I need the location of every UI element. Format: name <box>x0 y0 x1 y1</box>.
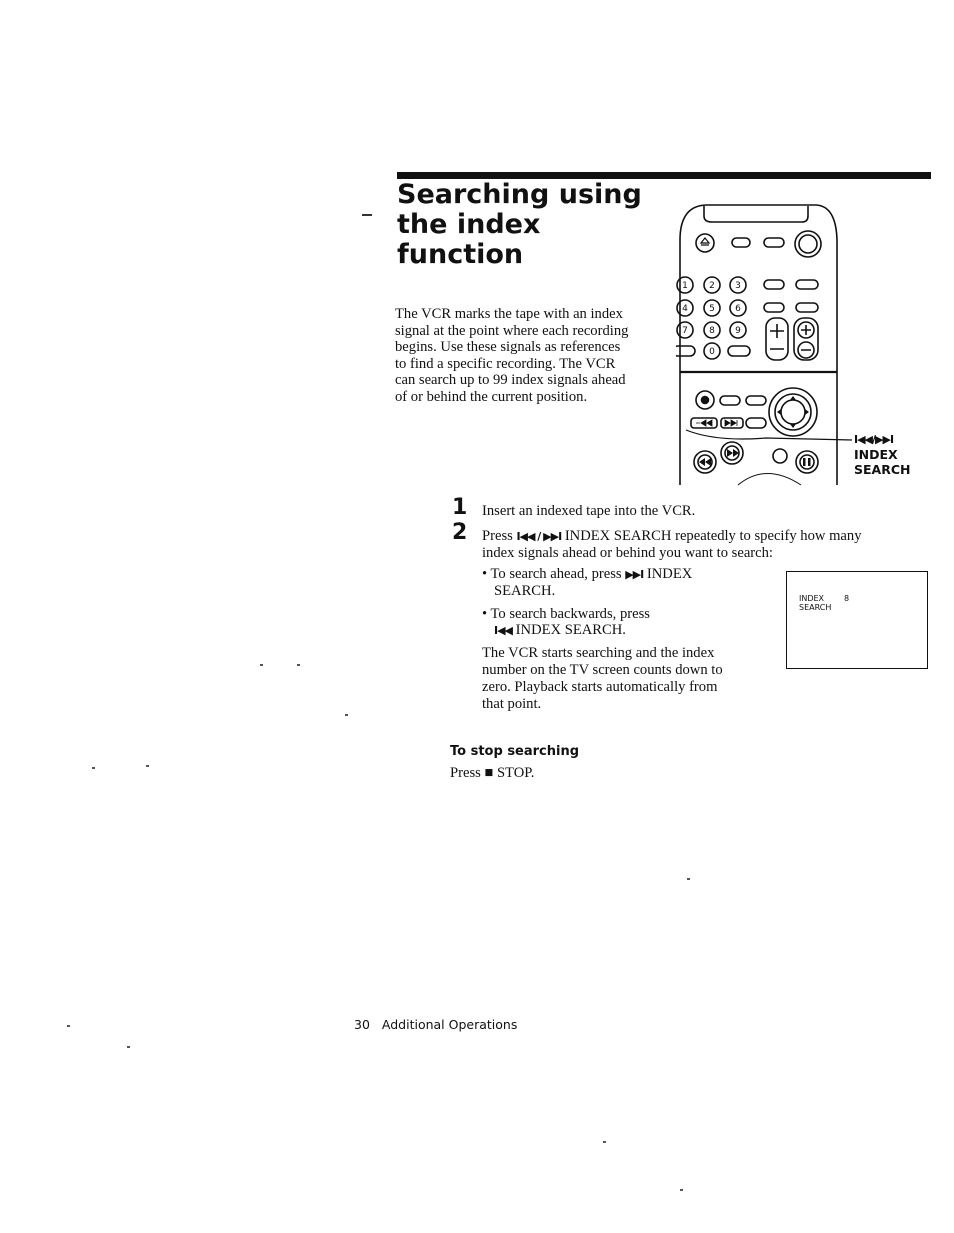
scan-speck <box>345 714 348 716</box>
index-prev-icon <box>696 420 712 426</box>
scan-speck <box>67 1025 70 1027</box>
title-line-3: function <box>397 239 524 270</box>
step-2-text: Press I◀◀ / ▶▶I INDEX SEARCH repeatedly to specify how many index signals ahead or behind you want to search: <box>482 528 862 561</box>
scan-speck <box>146 765 149 767</box>
index-next-icon <box>725 420 737 426</box>
tv-screen-index-number: 8 <box>844 594 850 603</box>
fast-forward-icon <box>727 449 739 457</box>
header-rule <box>397 172 931 179</box>
scan-speck <box>92 767 95 769</box>
scan-speck <box>297 664 300 666</box>
rewind-icon <box>699 458 711 466</box>
tv-screen-display <box>786 571 928 669</box>
bullet-search-ahead: • To search ahead, press ▶▶I INDEX SEARCH. <box>482 566 693 599</box>
key-0: 0 <box>709 347 715 357</box>
tv-screen-index-label: INDEX <box>799 594 825 603</box>
tv-screen-search-label: SEARCH <box>799 603 832 612</box>
step-1-number: 1 <box>452 495 468 520</box>
page-title <box>397 180 657 270</box>
stop-square-icon: ■ <box>484 765 494 781</box>
title-line-2: the index <box>397 209 541 240</box>
key-7: 7 <box>682 326 688 336</box>
page-number: 30 <box>354 1017 370 1032</box>
scan-speck <box>127 1046 130 1048</box>
index-search-symbol: I◀◀/▶▶I <box>854 433 894 446</box>
step-2-number: 2 <box>452 520 468 545</box>
scan-speck <box>603 1141 606 1143</box>
stop-heading: To stop searching <box>450 744 580 759</box>
scan-speck <box>687 878 690 880</box>
scan-speck <box>260 664 263 666</box>
key-4: 4 <box>682 304 688 314</box>
key-9: 9 <box>735 326 741 336</box>
remote-control-illustration <box>676 200 852 490</box>
intro-paragraph: The VCR marks the tape with an index signal at the point where each recording begins. Use these signals as references to find a specific recording. The VCR can search up to 99 index signals ahead of or behind the current position. <box>395 306 629 405</box>
key-1: 1 <box>682 281 688 291</box>
key-5: 5 <box>709 304 715 314</box>
key-8: 8 <box>709 326 715 336</box>
scan-speck <box>680 1189 683 1191</box>
section-name: Additional Operations <box>381 1017 518 1032</box>
key-2: 2 <box>709 281 715 291</box>
title-line-1: Searching using <box>397 179 642 210</box>
bullet-search-backwards: • To search backwards, press I◀◀ INDEX SEARCH. <box>482 606 650 638</box>
index-search-callout: I◀◀/▶▶I INDEX SEARCH <box>854 433 911 477</box>
stop-text: Press ■ STOP. <box>450 765 535 781</box>
search-result-paragraph: The VCR starts searching and the index number on the TV screen counts down to zero. Playback starts automatically from that point. <box>482 645 723 712</box>
page-footer <box>354 1017 517 1032</box>
key-6: 6 <box>735 304 741 314</box>
key-3: 3 <box>735 281 741 291</box>
margin-mark <box>362 214 372 216</box>
step-1-text: Insert an indexed tape into the VCR. <box>482 503 696 519</box>
